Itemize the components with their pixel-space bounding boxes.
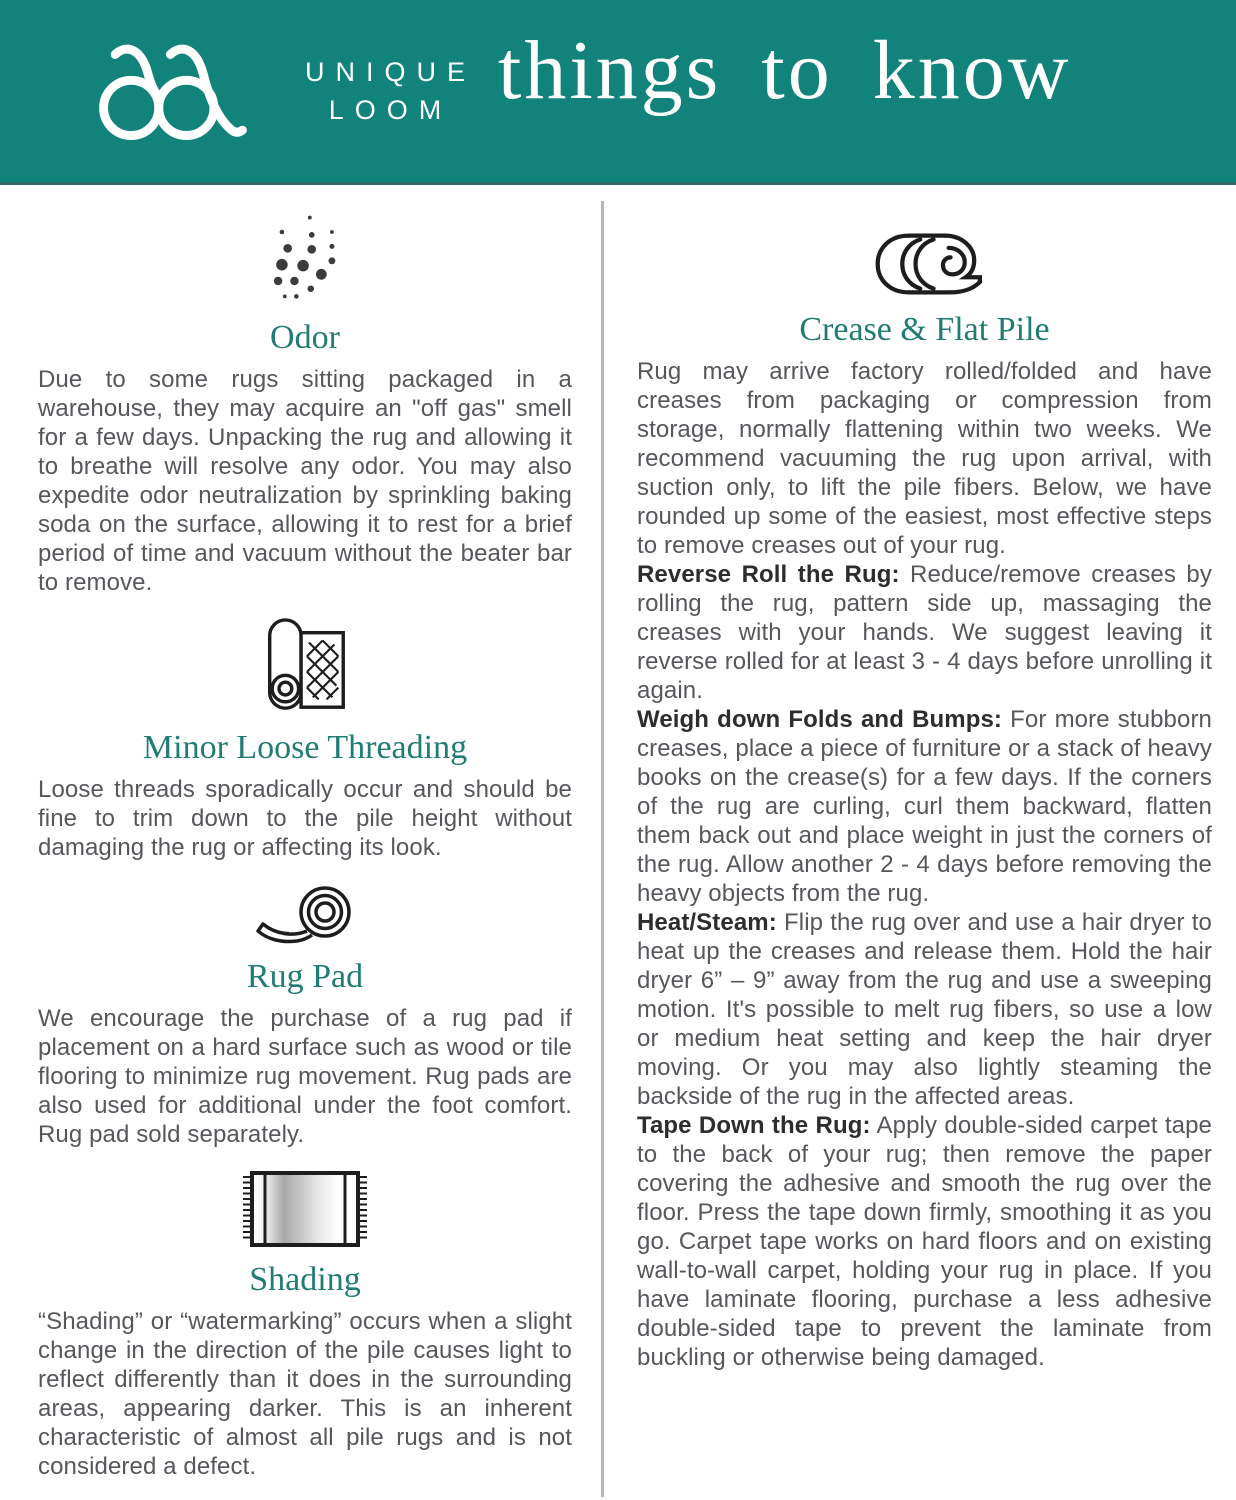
section-body-odor: Due to some rugs sitting packaged in a warehouse, they may acquire an "off gas" smell for a few days. Unpacking the rug and allowing it to breathe will resolve any odor. You may also expedite odor neutralization by sprinkling baking soda on the surface, allowing it to rest for a brief period of time and vacuum without the beater bar to remove. <box>38 366 572 596</box>
section-heading-crease: Crease & Flat Pile <box>799 311 1050 348</box>
content <box>0 185 1236 1497</box>
unique-loom-logo-icon <box>92 32 270 150</box>
tip-label-tape-down: Tape Down the Rug: <box>637 1112 871 1139</box>
tip-tape-down <box>637 1111 1212 1372</box>
header-banner <box>0 0 1236 185</box>
odor-section-icon-row <box>38 207 572 307</box>
tip-text-tape-down: Apply double-sided carpet tape to the back of your rug; then remove the paper covering the adhesive and smooth the rug over the floor. Press the tape down firmly, smoothing it as you go. Carpet tape works on hard floors and on existing wall-to-wall carpet, holding your rug in place. If you have laminate flooring, purchase a less adhesive double-sided tape to prevent the laminate from buckling or otherwise being damaged. <box>637 1112 1212 1371</box>
right-column <box>604 185 1236 1497</box>
tip-label-reverse-roll: Reverse Roll the Rug: <box>637 561 900 588</box>
section-body-shading: “Shading” or “watermarking” occurs when a slight change in the direction of the pile causes light to reflect differently than it does in the surrounding areas, appearing darker. This is an inherent characteristic of almost all pile rugs and is not considered a defect. <box>38 1308 572 1480</box>
section-intro-crease: Rug may arrive factory rolled/folded and have creases from packaging or compression from storage, normally flattening within two weeks. We recommend vacuuming the rug upon arrival, with suction only, to lift the pile fibers. Below, we have rounded up some of the easiest, most effective steps to remove creases out of your rug. <box>637 358 1212 559</box>
section-heading-threading: Minor Loose Threading <box>142 729 468 766</box>
brand-line-1: UNIQUE <box>305 57 477 87</box>
brand <box>92 32 476 150</box>
tip-text-weigh-down: For more stubborn creases, place a piece of furniture or a stack of heavy books on the crease(s) for a few days. If the corners of the rug are curling, curl them backward, flatten them back out and place weight in just the corners of the rug. Allow another 2 - 4 days before removing the heavy objects from the rug. <box>637 706 1212 907</box>
tip-weigh-down <box>637 705 1212 908</box>
odor-speckles-icon <box>260 207 350 307</box>
page-title: things to know <box>498 24 1072 117</box>
tip-text-heat-steam: Flip the rug over and use a hair dryer to heat up the creases and release them. Hold the hair dryer 6” – 9” away from the rug and use a sweeping motion. It's possible to melt rug fibers, so use a low or medium heat setting and keep the hair dryer moving. Or you may also lightly steaming the backside of the rug in the affected areas. <box>637 909 1212 1110</box>
tip-reverse-roll <box>637 560 1212 705</box>
crease-section-icon-row <box>637 229 1212 299</box>
section-heading-odor: Odor <box>270 319 340 356</box>
shaded-rug-icon <box>241 1169 369 1249</box>
left-column <box>0 185 601 1497</box>
section-heading-rug-pad: Rug Pad <box>246 958 364 995</box>
tape-roll-icon <box>255 882 355 946</box>
brand-line-2: LOOM <box>328 95 453 125</box>
threading-section-icon-row <box>38 617 572 717</box>
section-body-rug-pad: We encourage the purchase of a rug pad if placement on a hard surface such as wood or tile flooring to minimize rug movement. Rug pads are also used for additional under the foot comfort. Rug pad sold separately. <box>38 1005 572 1148</box>
tip-label-heat-steam: Heat/Steam: <box>637 909 777 936</box>
rolled-rug-side-icon <box>864 229 986 299</box>
tip-heat-steam <box>637 908 1212 1111</box>
tip-text-reverse-roll: Reduce/remove creases by rolling the rug, pattern side up, massaging the creases with your hands. We suggest leaving it reverse rolled for at least 3 - 4 days before unrolling it again. <box>637 561 1212 704</box>
shading-section-icon-row <box>38 1169 572 1249</box>
brand-name <box>294 53 476 129</box>
section-body-threading: Loose threads sporadically occur and should be fine to trim down to the pile height without damaging the rug or affecting its look. <box>38 776 572 861</box>
rug-pad-section-icon-row <box>38 882 572 946</box>
tip-label-weigh-down: Weigh down Folds and Bumps: <box>637 706 1003 733</box>
rolled-rug-crosshatch-icon <box>263 617 347 717</box>
section-heading-shading: Shading <box>249 1261 361 1298</box>
